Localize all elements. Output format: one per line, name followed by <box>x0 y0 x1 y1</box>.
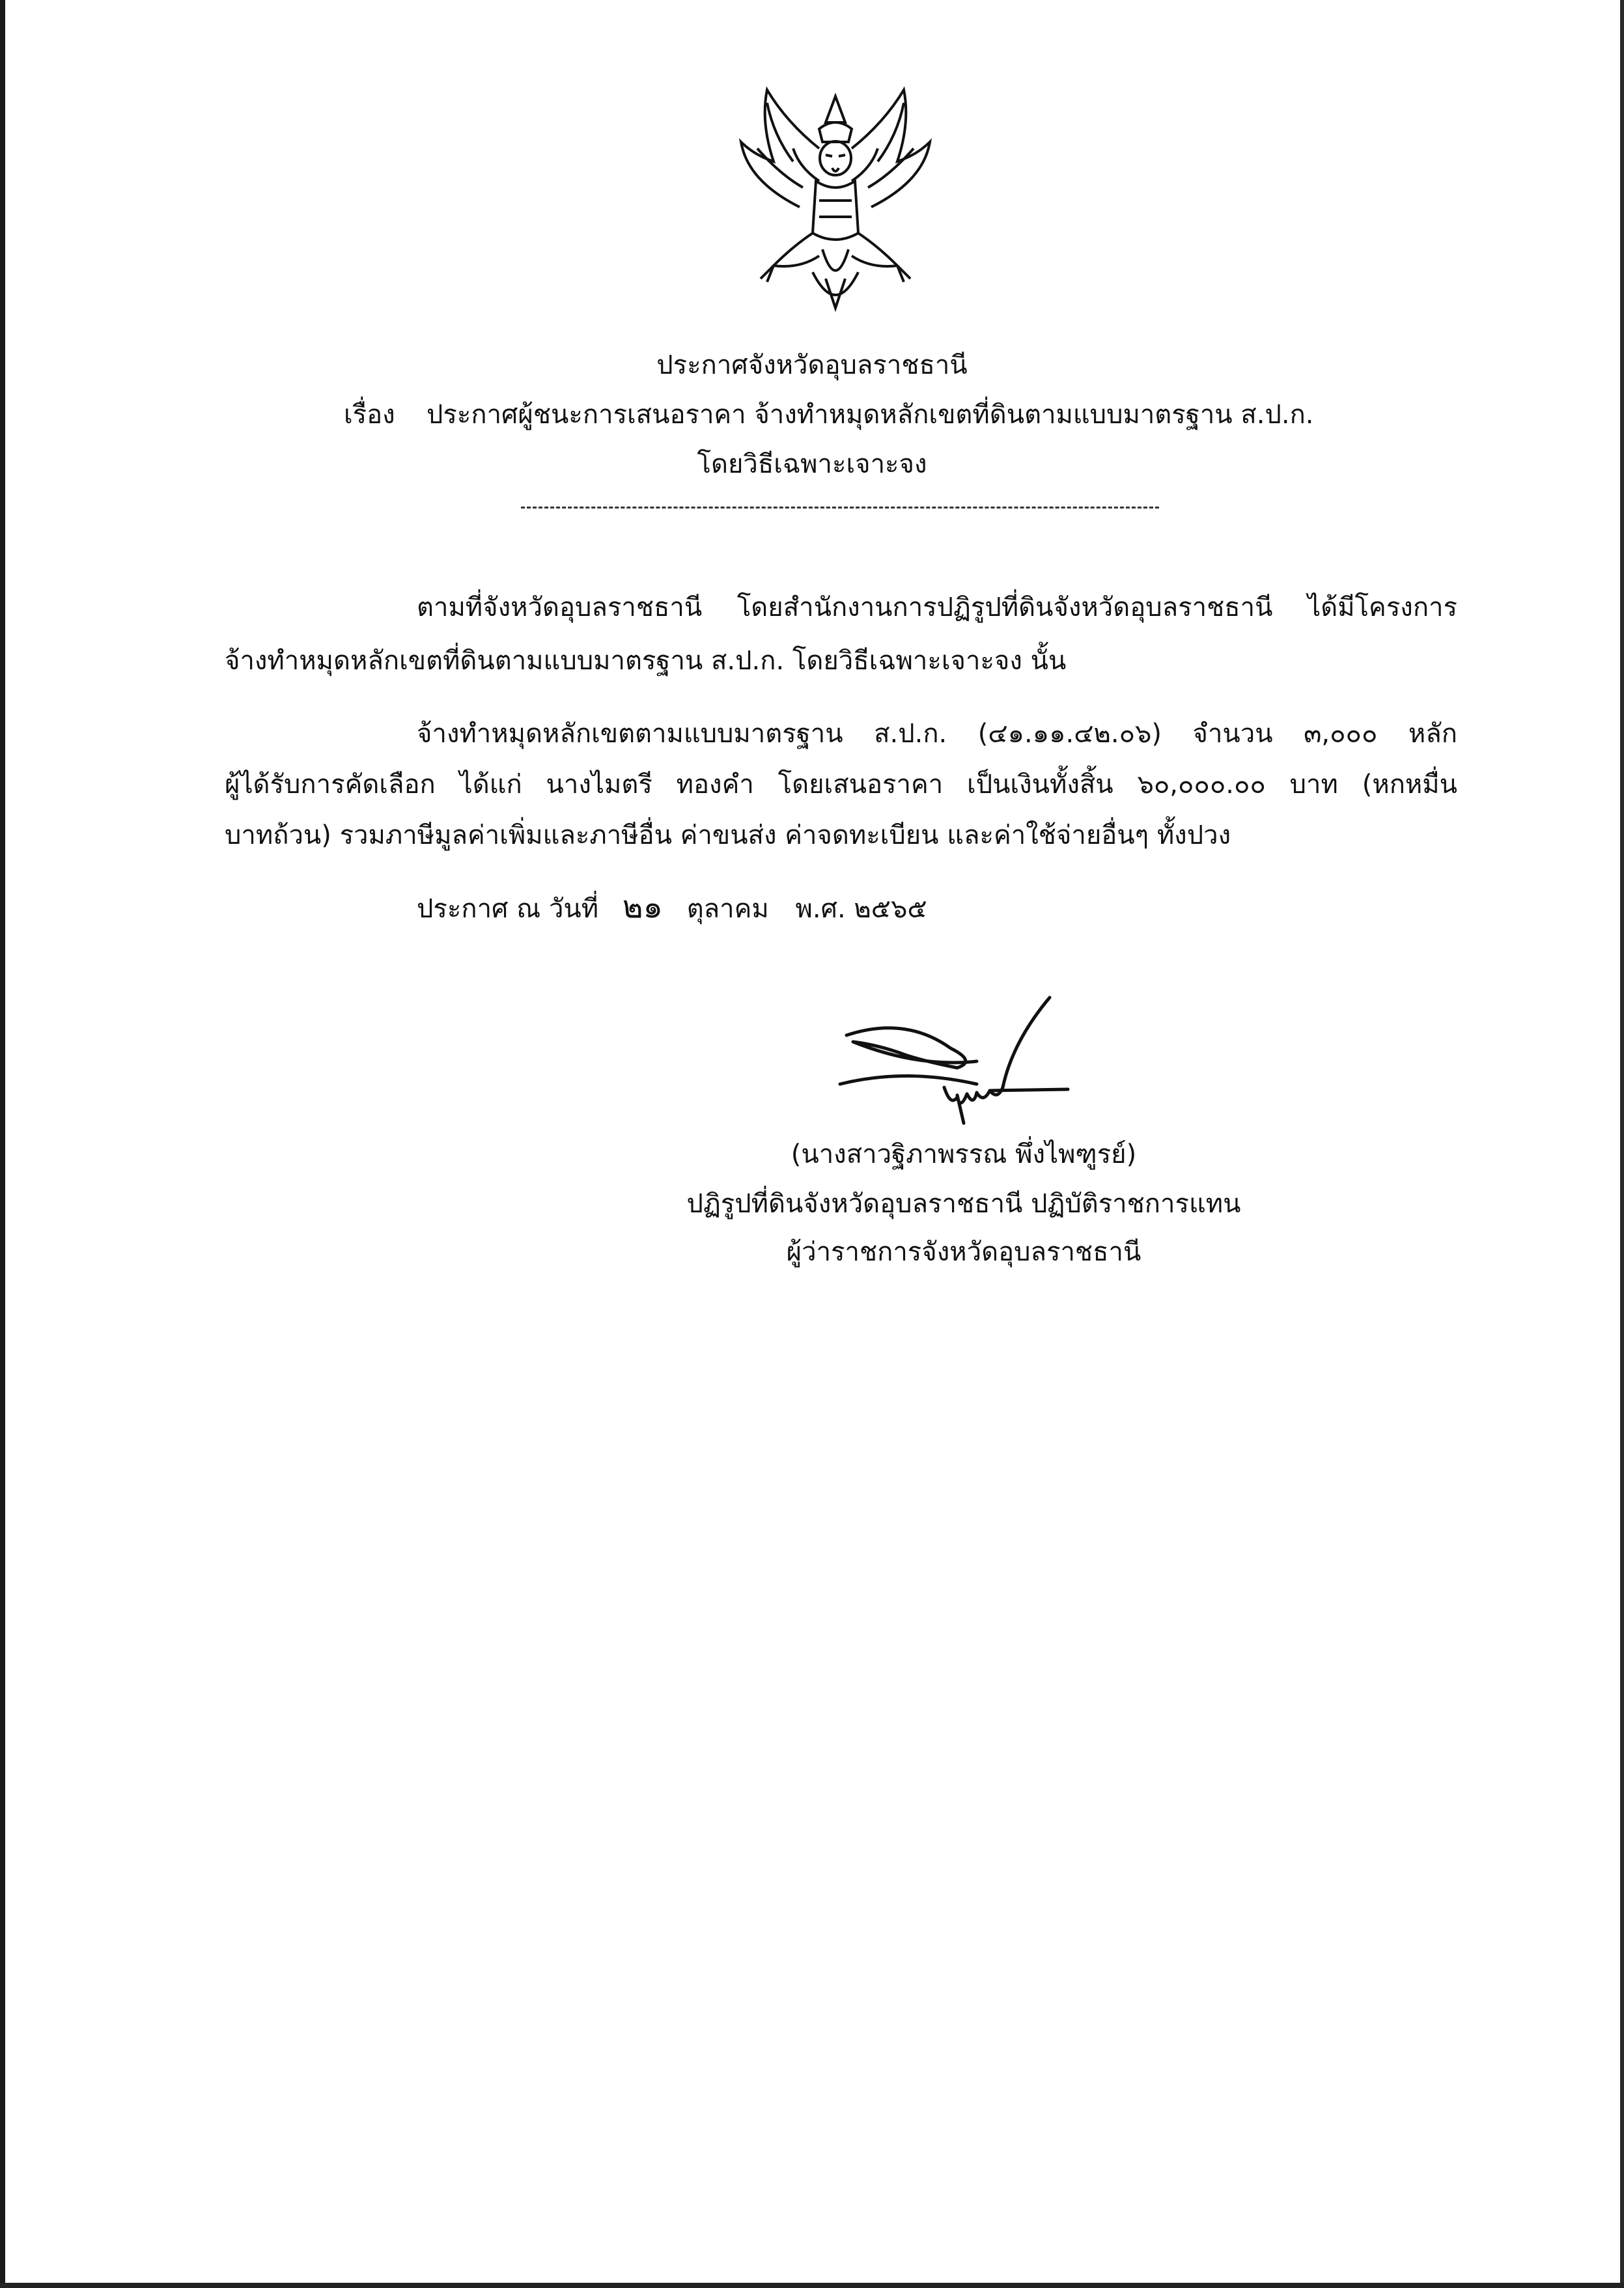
signatory-name: (นางสาวฐิภาพรรณ พึ่งไพฑูรย์) <box>791 1139 1137 1169</box>
subject-line-2: โดยวิธีเฉพาะเจาะจง <box>697 449 927 479</box>
garuda-emblem-icon <box>728 83 943 324</box>
scan-edge-left <box>0 0 5 2288</box>
scan-edge-right <box>1620 0 1624 2288</box>
subject-line-1: ประกาศผู้ชนะการเสนอราคา จ้างทำหมุดหลักเขตที่ดินตามแบบมาตรฐาน ส.ป.ก. <box>427 400 1314 430</box>
para2-line-2: ผู้ได้รับการคัดเลือก ได้แก่ นางไมตรี ทองคำ โดยเสนอราคา เป็นเงินทั้งสิ้น ๖๐,๐๐๐.๐๐ บาท (หกหมื่น <box>225 770 1457 800</box>
scan-edge-bottom <box>0 2283 1624 2288</box>
signature-mark <box>827 990 1087 1139</box>
date-day: ๒๑ <box>622 889 663 925</box>
para2-line-1: จ้างทำหมุดหลักเขตตามแบบมาตรฐาน ส.ป.ก. (๔๑.๑๑.๔๒.๐๖) จำนวน ๓,๐๐๐ หลัก <box>417 719 1457 749</box>
signatory-position-1: ปฏิรูปที่ดินจังหวัดอุบลราชธานี ปฏิบัติราชการแทน <box>686 1189 1241 1219</box>
date-era: พ.ศ. <box>795 894 846 924</box>
date-year: ๒๕๖๕ <box>854 894 927 924</box>
document-title: ประกาศจังหวัดอุบลราชธานี <box>656 350 968 380</box>
announce-date <box>417 891 927 925</box>
para2-line-3: บาทถ้วน) รวมภาษีมูลค่าเพิ่มและภาษีอื่น ค่าขนส่ง ค่าจดทะเบียน และค่าใช้จ่ายอื่นๆ ทั้งปวง <box>225 820 1231 850</box>
para1-line-1: ตามที่จังหวัดอุบลราชธานี โดยสำนักงานการปฏิรูปที่ดินจังหวัดอุบลราชธานี ได้มีโครงการ <box>417 593 1457 622</box>
date-month: ตุลาคม <box>686 894 769 924</box>
para1-line-2: จ้างทำหมุดหลักเขตที่ดินตามแบบมาตรฐาน ส.ป.ก. โดยวิธีเฉพาะเจาะจง นั้น <box>225 646 1067 676</box>
divider-line <box>521 507 1159 509</box>
date-prefix: ประกาศ ณ วันที่ <box>417 894 599 924</box>
subject-label: เรื่อง <box>344 400 395 430</box>
signatory-position-2: ผู้ว่าราชการจังหวัดอุบลราชธานี <box>786 1237 1141 1267</box>
